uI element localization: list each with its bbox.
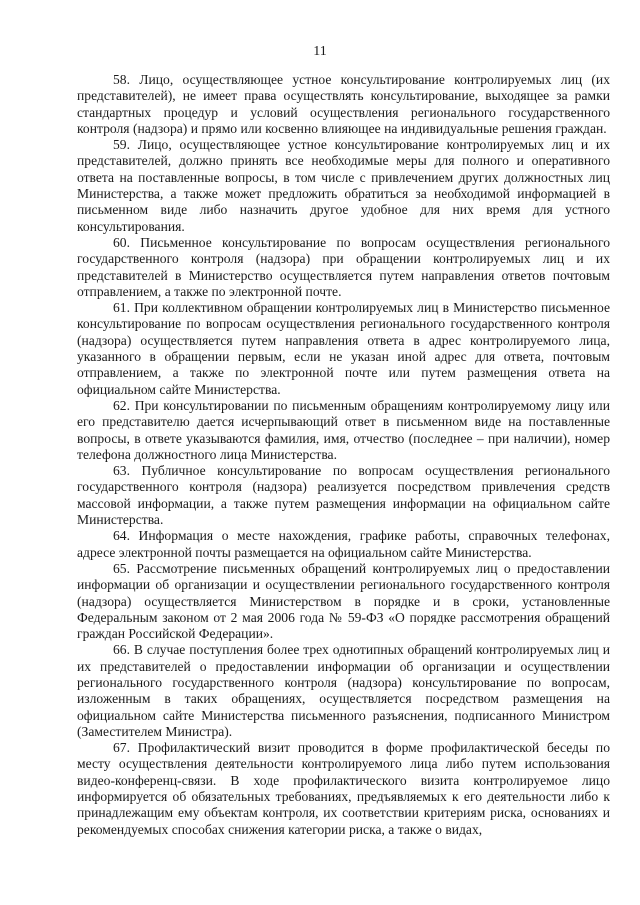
paragraph-65: 65. Рассмотрение письменных обращений контролируемых лиц о предоставлении информации об организации и осуществлении регионального государственного контроля (надзора) осуществляется Министерством в порядке и в сроки, установленные Федеральным законом от 2 мая 2006 года № 59-ФЗ «О порядке рассмотрения обращений граждан Российской Федерации». xyxy=(77,560,610,642)
page-number: 11 xyxy=(313,44,327,59)
paragraph-67: 67. Профилактический визит проводится в форме профилактической беседы по месту осуществления деятельности контролируемого лица либо путем использования видео-конференц-связи. В ходе профилактического визита контролируемое лицо информируется об обязательных требованиях, предъявляемых к его деятельности либо к принадлежащим ему объектам контроля, их соответствии критериям риска, основаниях и рекомендуемых способах снижения категории риска, а также о видах, xyxy=(77,740,610,837)
paragraph-64: 64. Информация о месте нахождения, графике работы, справочных телефонах, адресе электронной почты размещается на официальном сайте Министерства. xyxy=(77,528,610,560)
paragraph-59: 59. Лицо, осуществляющее устное консультирование контролируемых лиц и их представителей, должно принять все необходимые меры для полного и оперативного ответа на поставленные вопросы, в том числе с привлечением других должностных лиц Министерства, а также может предложить обратиться за необходимой информацией в письменном виде либо назначить другое удобное для них время для устного консультирования. xyxy=(77,137,610,234)
document-body xyxy=(77,72,610,838)
paragraph-60: 60. Письменное консультирование по вопросам осуществления регионального государственного контроля (надзора) при обращении контролируемых лиц и их представителей в Министерство осуществляется путем направления ответов почтовым отправлением, а также по электронной почте. xyxy=(77,234,610,299)
paragraph-66: 66. В случае поступления более трех однотипных обращений контролируемых лиц и их представителей о предоставлении информации об организации и осуществлении регионального государственного контроля (надзора) консультирование по вопросам, изложенным в таких обращениях, осуществляется посредством размещения на официальном сайте Министерства письменного разъяснения, подписанного Министром (Заместителем Министра). xyxy=(77,642,610,739)
paragraph-62: 62. При консультировании по письменным обращениям контролируемому лицу или его представителю дается исчерпывающий ответ в письменном виде на поставленные вопросы, в ответе указываются фамилия, имя, отчество (последнее – при наличии), номер телефона должностного лица Министерства. xyxy=(77,397,610,462)
paragraph-63: 63. Публичное консультирование по вопросам осуществления регионального государственного контроля (надзора) реализуется посредством привлечения средств массовой информации, а также путем размещения информации на официальном сайте Министерства. xyxy=(77,463,610,528)
paragraph-61: 61. При коллективном обращении контролируемых лиц в Министерство письменное консультирование по вопросам осуществления регионального государственного контроля (надзора) осуществляется путем направления ответа в адрес контролируемого лица, указанного в обращении первым, если не указан иной адрес для ответа, почтовым отправлением, а также по электронной почте или путем размещения ответа на официальном сайте Министерства. xyxy=(77,300,610,397)
paragraph-58: 58. Лицо, осуществляющее устное консультирование контролируемых лиц (их представителей), не имеет права осуществлять консультирование, выходящее за рамки стандартных процедур и условий осуществления регионального государственного контроля (надзора) и прямо или косвенно влияющее на индивидуальные решения граждан. xyxy=(77,72,610,136)
